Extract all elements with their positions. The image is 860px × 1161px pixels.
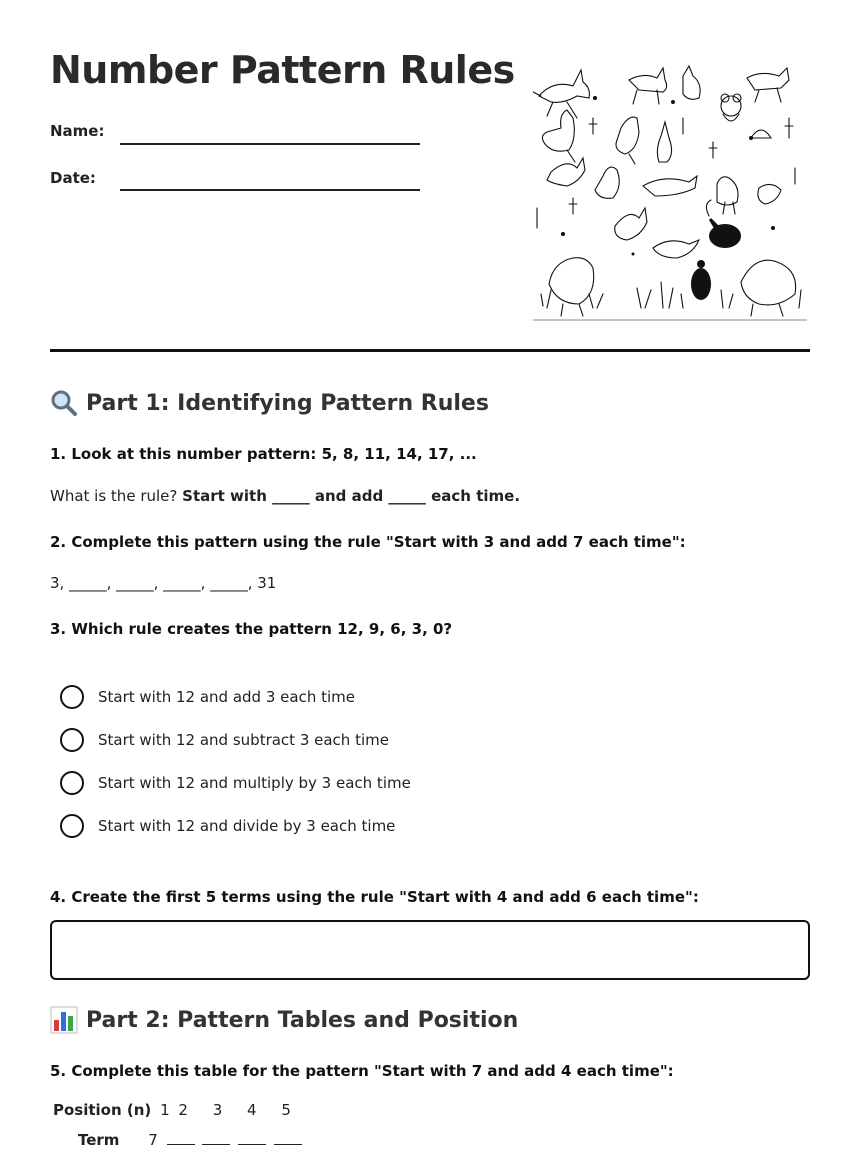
position-cell: 1: [160, 1101, 170, 1119]
pattern-table-term-row: [78, 1131, 305, 1149]
name-label: Name:: [50, 122, 105, 140]
option-a-radio[interactable]: [60, 685, 84, 709]
name-field[interactable]: [120, 143, 420, 145]
option-b-radio[interactable]: [60, 728, 84, 752]
header-divider: [50, 349, 810, 352]
term-cell: 7: [148, 1131, 158, 1149]
option-c-label: Start with 12 and multiply by 3 each time: [98, 774, 411, 792]
option-d[interactable]: [60, 814, 395, 838]
term-header: Term: [78, 1131, 120, 1149]
option-d-label: Start with 12 and divide by 3 each time: [98, 817, 396, 835]
position-cell: 2: [178, 1101, 188, 1119]
bar-chart-icon: [50, 1006, 78, 1034]
option-b[interactable]: [60, 728, 389, 752]
question-4-answer-box[interactable]: [50, 920, 810, 980]
term-blank[interactable]: [167, 1132, 195, 1145]
pattern-table-position-row: [53, 1101, 291, 1119]
position-cell: 4: [247, 1101, 257, 1119]
term-blank[interactable]: [238, 1132, 266, 1145]
part2-title: Part 2: Pattern Tables and Position: [86, 1007, 519, 1033]
question-1-prompt: What is the rule?: [50, 487, 178, 505]
part1-heading: [50, 389, 489, 417]
option-a-label: Start with 12 and add 3 each time: [98, 688, 355, 706]
option-a[interactable]: [60, 685, 355, 709]
question-3: 3. Which rule creates the pattern 12, 9, 6, 3, 0?: [50, 620, 453, 638]
option-c-radio[interactable]: [60, 771, 84, 795]
question-2-sequence[interactable]: 3, _____, _____, _____, _____, 31: [50, 574, 277, 592]
position-cell: 3: [212, 1101, 223, 1119]
term-blank[interactable]: [274, 1132, 302, 1145]
option-d-radio[interactable]: [60, 814, 84, 838]
date-field[interactable]: [120, 189, 420, 191]
worksheet-title: Number Pattern Rules: [50, 48, 515, 92]
part1-title: Part 1: Identifying Pattern Rules: [86, 390, 489, 416]
option-c[interactable]: [60, 771, 411, 795]
term-blank[interactable]: [202, 1132, 230, 1145]
option-b-label: Start with 12 and subtract 3 each time: [98, 731, 389, 749]
question-1: 1. Look at this number pattern: 5, 8, 11, 14, 17, ...: [50, 445, 477, 463]
magnifying-glass-icon: [50, 389, 78, 417]
australian-animals-illustration: [533, 58, 807, 322]
date-label: Date:: [50, 169, 96, 187]
question-1-rule: [50, 487, 520, 505]
question-5: 5. Complete this table for the pattern "Start with 7 and add 4 each time":: [50, 1062, 674, 1080]
question-1-answer-template[interactable]: Start with _____ and add _____ each time.: [182, 487, 521, 505]
part2-heading: [50, 1006, 518, 1034]
question-4: 4. Create the first 5 terms using the rule "Start with 4 and add 6 each time":: [50, 888, 699, 906]
question-2: 2. Complete this pattern using the rule "Start with 3 and add 7 each time":: [50, 533, 686, 551]
position-header: Position (n): [53, 1101, 152, 1119]
position-cell: 5: [281, 1101, 291, 1119]
